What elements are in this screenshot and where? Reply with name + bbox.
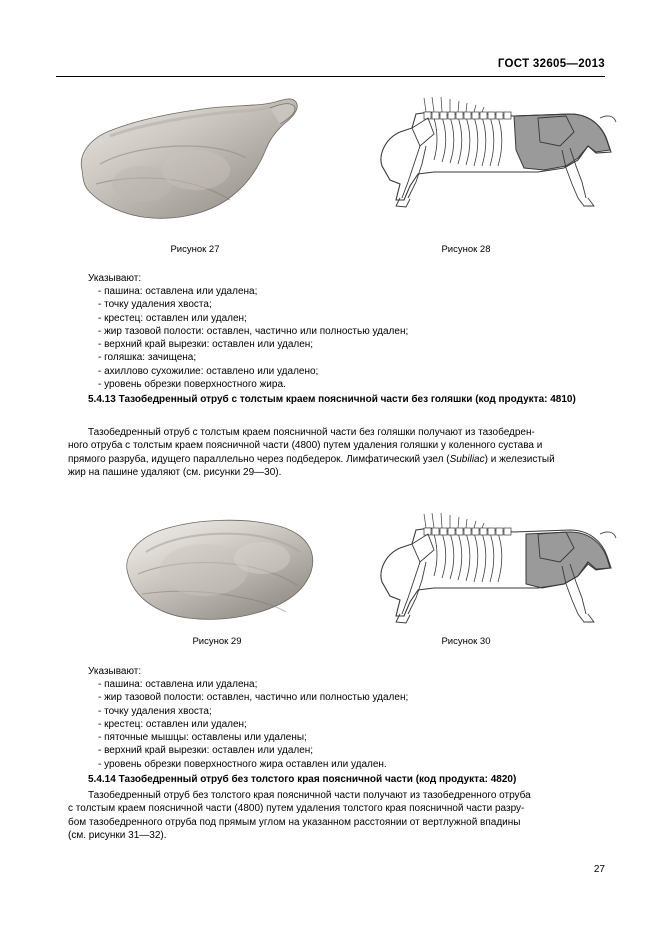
list-item: - уровень обрезки поверхностного жира оставлен или удален.	[98, 758, 408, 771]
paragraph-line-4: (см. рисунки 31—32).	[68, 829, 167, 841]
paragraph-line-3: прямого разруба, идущего параллельно через подбедерок. Лимфатический узел (	[68, 453, 450, 465]
figure-27-caption: Рисунок 27	[170, 244, 220, 255]
paragraph-line-3: бом тазобедренного отруба под прямым углом на указанном расстоянии от вертлужной впадины	[68, 816, 521, 828]
section-5-4-14-heading: 5.4.14 Тазобедренный отруб без толстого края поясничной части (код продукта: 4820)	[88, 774, 517, 785]
meat-cut-illustration-29	[112, 512, 324, 627]
list-item: - крестец: оставлен или удален;	[98, 312, 408, 325]
list-item: - жир тазовой полости: оставлен, частично или полностью удален;	[98, 325, 408, 338]
list-item: - точку удаления хвоста;	[98, 705, 408, 718]
list-item: - точку удаления хвоста;	[98, 298, 408, 311]
figure-30-caption: Рисунок 30	[441, 636, 491, 647]
figure-29-photo	[112, 512, 324, 627]
paragraph-line-2: с толстым краем поясничной части (4800) путем удаления толстого края поясничной части разру-	[68, 803, 525, 815]
block2-list	[98, 678, 408, 771]
list-item: - голяшка: зачищена;	[98, 351, 408, 364]
section-5-4-13-heading: 5.4.13 Тазобедренный отруб с толстым краем поясничной части без голяшки (код продукта: 4810)	[88, 394, 576, 405]
cattle-skeleton-diagram-28	[338, 88, 618, 218]
list-item: - крестец: оставлен или удален;	[98, 718, 408, 731]
list-item: - пашина: оставлена или удалена;	[98, 678, 408, 691]
block2-intro: Указывают:	[88, 666, 142, 677]
page-header-standard: ГОСТ 32605—2013	[497, 58, 605, 70]
paragraph-line-1: Тазобедренный отруб без толстого края поясничной части получают из тазобедренного отруба	[88, 790, 531, 801]
list-item: - верхний край вырезки: оставлен или удален;	[98, 744, 408, 757]
figure-28-diagram	[338, 88, 618, 218]
meat-cut-illustration-27	[70, 92, 320, 227]
paragraph-line-1: Тазобедренный отруб с толстым краем поясничной части без голяшки получают из тазобедрен-	[88, 427, 535, 438]
section-5-4-14-paragraph	[68, 789, 603, 842]
page-number: 27	[593, 864, 605, 875]
list-item: - уровень обрезки поверхностного жира.	[98, 378, 408, 391]
section-5-4-13-paragraph	[68, 426, 603, 479]
latin-term-subiliac: Subiliac	[449, 453, 485, 465]
figure-28-caption: Рисунок 28	[441, 244, 491, 255]
paragraph-line-4: жир на пашине удаляют (см. рисунки 29—30).	[68, 466, 282, 478]
cattle-skeleton-diagram-30	[338, 508, 618, 628]
header-rule	[56, 76, 605, 77]
figure-27-photo	[70, 92, 320, 227]
figure-30-diagram	[338, 508, 618, 628]
figure-29-caption: Рисунок 29	[192, 636, 242, 647]
paragraph-line-2: ного отруба с толстым краем поясничной части (4800) путем удаления голяшки у коленного сустава и	[68, 440, 543, 452]
block1-intro: Указывают:	[88, 273, 142, 284]
list-item: - пяточные мышцы: оставлены или удалены;	[98, 731, 408, 744]
paragraph-line-3-tail: ) и железистый	[484, 453, 555, 465]
list-item: - пашина: оставлена или удалена;	[98, 285, 408, 298]
list-item: - ахиллово сухожилие: оставлено или удалено;	[98, 365, 408, 378]
block1-list	[98, 285, 408, 391]
list-item: - верхний край вырезки: оставлен или удален;	[98, 338, 408, 351]
list-item: - жир тазовой полости: оставлен, частично или полностью удален;	[98, 691, 408, 704]
